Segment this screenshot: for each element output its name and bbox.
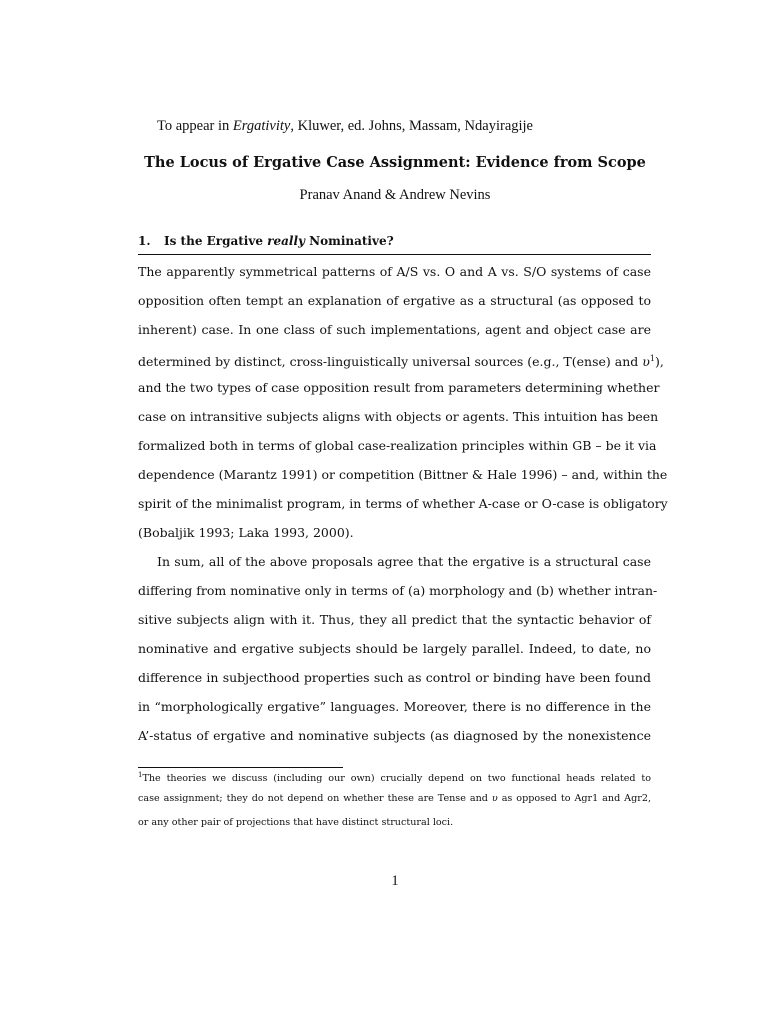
section-rule bbox=[138, 254, 651, 255]
body-line: differing from nominative only in terms of (a) morphology and (b) whether intran- bbox=[138, 583, 658, 598]
section-title-post: Nominative? bbox=[304, 234, 394, 248]
body-line: opposition often tempt an explanation of ergative as a structural (as opposed to bbox=[138, 293, 651, 308]
body-line: in “morphologically ergative” languages. Moreover, there is no difference in the bbox=[138, 699, 651, 714]
section-title-pre: Is the Ergative bbox=[164, 234, 268, 248]
body-line: and the two types of case opposition result from parameters determining whether bbox=[138, 380, 660, 395]
publication-note-book: Ergativity bbox=[232, 118, 291, 134]
body-line: spirit of the minimalist program, in terms of whether A-case or O-case is obligatory bbox=[138, 496, 668, 511]
body-line: nominative and ergative subjects should be largely parallel. Indeed, to date, no bbox=[138, 641, 651, 656]
footnote-line bbox=[138, 767, 651, 783]
section-title-emphasis: really bbox=[267, 234, 305, 248]
v-symbol: υ bbox=[642, 354, 650, 370]
footnote-line bbox=[138, 791, 651, 807]
page-number: 1 bbox=[391, 873, 399, 889]
paper-authors: Pranav Anand & Andrew Nevins bbox=[299, 187, 491, 203]
paper-title: The Locus of Ergative Case Assignment: Evidence from Scope bbox=[144, 154, 646, 171]
body-line-end: ), bbox=[654, 354, 664, 370]
footnote-text: The theories we discuss (including our own) crucially depend on two functional heads related to bbox=[142, 773, 651, 784]
publication-note-suffix: , Kluwer, ed. Johns, Massam, Ndayiragije bbox=[290, 118, 533, 134]
body-line: formalized both in terms of global case-realization principles within GB – be it via bbox=[138, 438, 657, 453]
body-line: A’-status of ergative and nominative subjects (as diagnosed by the nonexistence bbox=[138, 728, 651, 743]
body-line: sitive subjects align with it. Thus, they all predict that the syntactic behavior of bbox=[138, 612, 651, 627]
footnote-text-post: as opposed to Agr1 and Agr2, bbox=[497, 793, 651, 804]
footnote-marker: 1 bbox=[138, 771, 143, 779]
v-symbol: υ bbox=[491, 793, 498, 804]
section-number: 1. bbox=[138, 234, 151, 248]
publication-note-prefix: To appear in bbox=[157, 118, 233, 134]
footnote-text-pre: case assignment; they do not depend on whether these are Tense and bbox=[138, 793, 492, 804]
footnote-ref: 1 bbox=[649, 354, 655, 363]
body-line: (Bobaljik 1993; Laka 1993, 2000). bbox=[138, 525, 354, 540]
body-line: inherent) case. In one class of such implementations, agent and object case are bbox=[138, 322, 651, 337]
footnote-line: or any other pair of projections that have distinct structural loci. bbox=[138, 817, 454, 828]
body-line: dependence (Marantz 1991) or competition (Bittner & Hale 1996) – and, within the bbox=[138, 467, 668, 482]
body-line: In sum, all of the above proposals agree that the ergative is a structural case bbox=[157, 554, 651, 569]
section-heading bbox=[138, 234, 651, 248]
body-line: case on intransitive subjects aligns with objects or agents. This intuition has been bbox=[138, 409, 659, 424]
body-line-with-footnote-ref bbox=[138, 349, 664, 370]
body-line: difference in subjecthood properties such as control or binding have been found bbox=[138, 670, 651, 685]
publication-note bbox=[157, 118, 533, 135]
body-line: The apparently symmetrical patterns of A/S vs. O and A vs. S/O systems of case bbox=[138, 264, 651, 279]
body-line-text: determined by distinct, cross-linguistically universal sources (e.g., T(ense) and bbox=[138, 354, 643, 370]
